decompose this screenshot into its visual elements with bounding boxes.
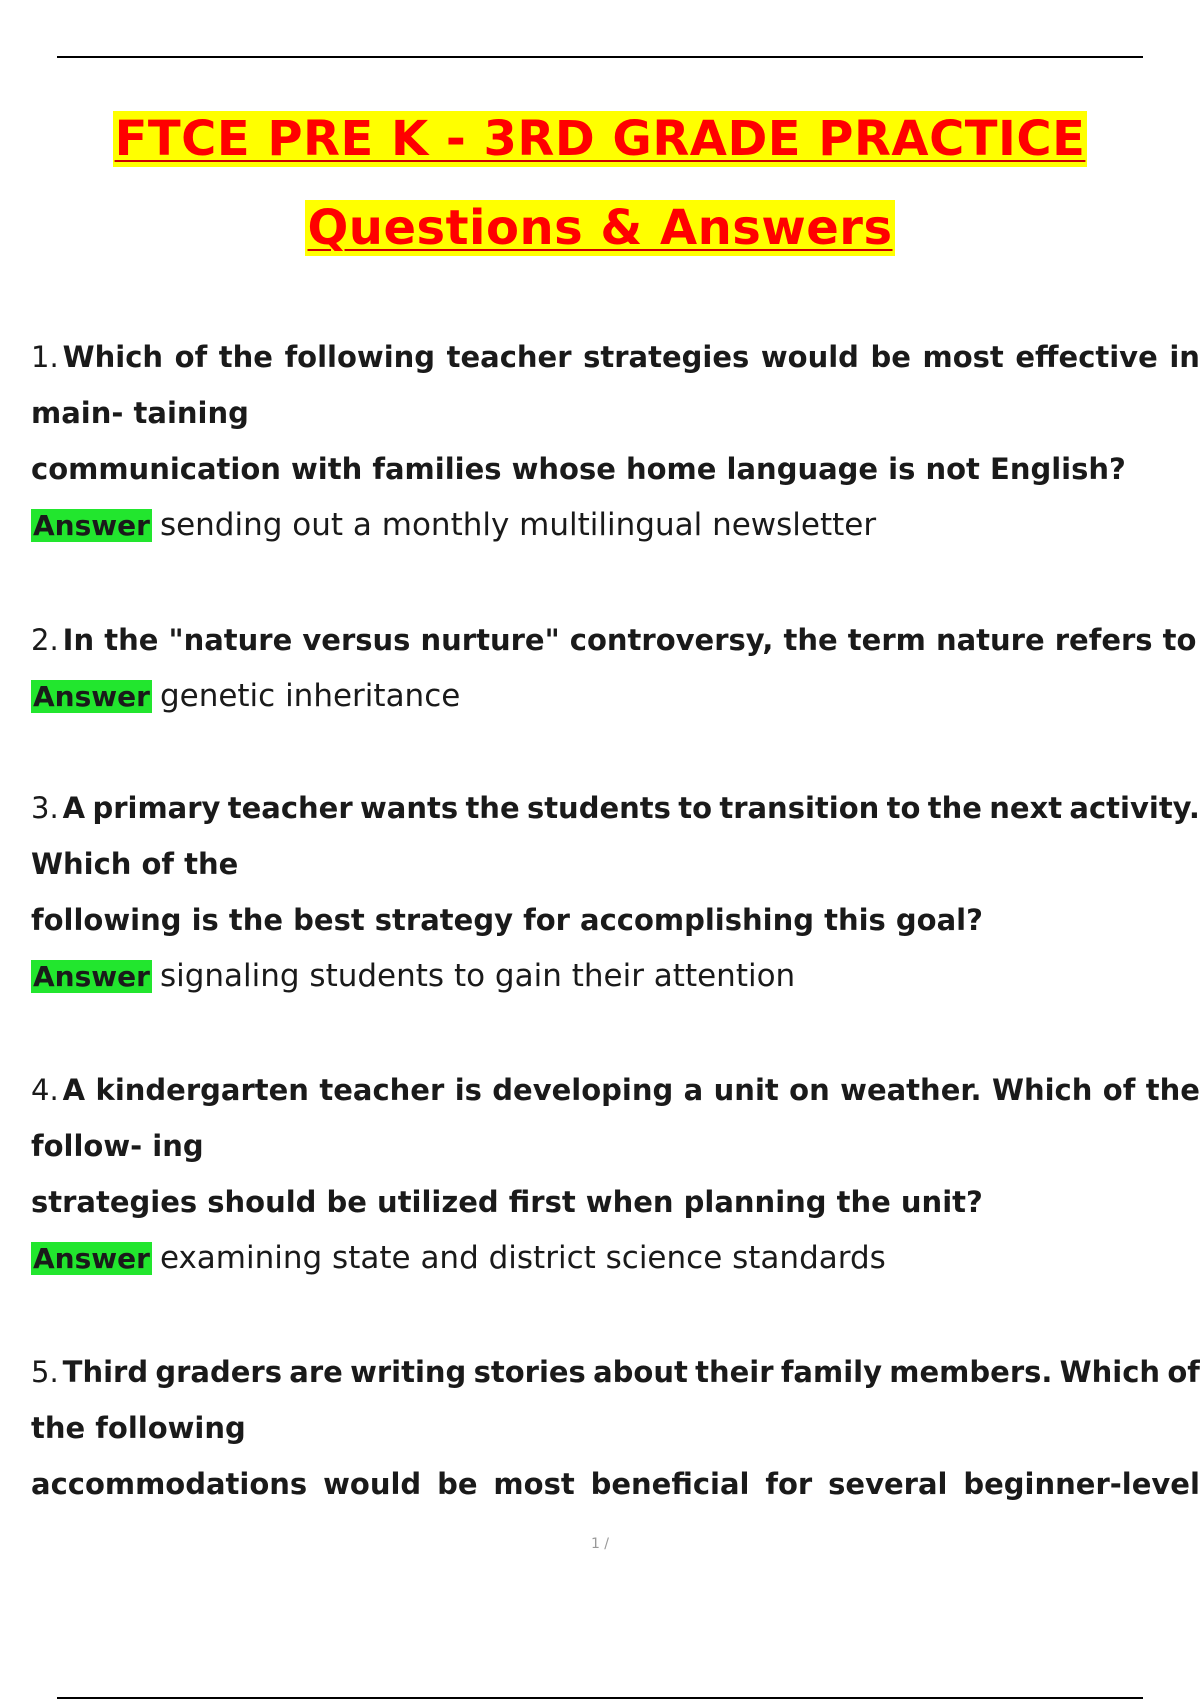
question-word: activity. xyxy=(1069,791,1200,825)
question-number: 5. xyxy=(31,1355,59,1389)
question-text: In the "nature versus nurture" controversy, the term nature refers to xyxy=(62,623,1197,657)
question-word: the xyxy=(465,791,520,825)
question-text-line xyxy=(31,892,1200,948)
title-highlight-1: FTCE PRE K - 3RD GRADE PRACTICE xyxy=(114,111,1086,167)
question-number: 3. xyxy=(31,791,59,825)
question-text: follow- ing xyxy=(31,1129,204,1163)
bottom-rule xyxy=(57,1697,1143,1699)
question-word: to xyxy=(886,791,921,825)
question-text: communication with families whose home language is not English? xyxy=(31,452,1126,486)
question-word: weather. xyxy=(840,1073,982,1107)
question-word: strategies xyxy=(583,340,750,374)
question-word: teacher xyxy=(227,791,353,825)
question-word: would xyxy=(760,340,859,374)
question-word: most xyxy=(922,340,1004,374)
question-word: of xyxy=(174,340,208,374)
question-word: writing xyxy=(350,1355,467,1389)
question-text-line xyxy=(31,385,1200,441)
question-word: beneficial xyxy=(590,1467,750,1501)
question-word: is xyxy=(454,1073,482,1107)
question-number: 2. xyxy=(31,623,59,657)
answer-text: sending out a monthly multilingual newsletter xyxy=(159,507,877,543)
question-block-1 xyxy=(31,329,1200,554)
question-word: the xyxy=(927,791,982,825)
question-word: their xyxy=(695,1355,774,1389)
question-text-line xyxy=(31,329,1200,385)
question-text-line xyxy=(31,1118,1200,1174)
question-block-5 xyxy=(31,1344,1200,1512)
answer-line xyxy=(31,497,1200,554)
answer-label: Answer xyxy=(33,680,150,713)
document-title-line-1 xyxy=(0,110,1200,168)
question-block-3 xyxy=(31,780,1200,1005)
question-word: developing xyxy=(492,1073,674,1107)
question-text-line xyxy=(31,1344,1200,1400)
top-rule xyxy=(57,56,1143,58)
question-text: the following xyxy=(31,1411,246,1445)
question-word: several xyxy=(828,1467,948,1501)
question-text-line xyxy=(31,1456,1200,1512)
question-text: following is the best strategy for accomplishing this goal? xyxy=(31,903,983,937)
question-number: 1. xyxy=(31,340,59,374)
answer-line xyxy=(31,668,1200,725)
question-word: the xyxy=(218,340,273,374)
answer-text: genetic inheritance xyxy=(159,678,461,714)
question-text: main- taining xyxy=(31,396,249,430)
answer-label: Answer xyxy=(33,1242,150,1275)
question-word: effective xyxy=(1015,340,1158,374)
question-word: transition xyxy=(719,791,880,825)
question-word: on xyxy=(789,1073,830,1107)
question-word: to xyxy=(678,791,713,825)
question-text-line xyxy=(31,1174,1200,1230)
question-number: 4. xyxy=(31,1073,59,1107)
question-text-line xyxy=(31,836,1200,892)
question-word: Which xyxy=(1059,1355,1161,1389)
answer-label: Answer xyxy=(33,960,150,993)
title-highlight-2: Questions & Answers xyxy=(307,200,893,256)
question-word: most xyxy=(493,1467,575,1501)
document-title-line-2 xyxy=(0,199,1200,257)
question-word: accommodations xyxy=(31,1467,308,1501)
question-word: would xyxy=(323,1467,422,1501)
answer-text: signaling students to gain their attention xyxy=(159,958,796,994)
question-word: stories xyxy=(473,1355,586,1389)
question-word: be xyxy=(870,340,911,374)
question-word: beginner-level xyxy=(963,1467,1200,1501)
question-block-4 xyxy=(31,1062,1200,1287)
question-word: members. xyxy=(889,1355,1053,1389)
question-word: for xyxy=(765,1467,813,1501)
question-word: Which xyxy=(991,1073,1093,1107)
question-word: kindergarten xyxy=(95,1073,309,1107)
question-word: graders xyxy=(155,1355,282,1389)
question-text-line xyxy=(31,780,1200,836)
question-text-line xyxy=(31,1400,1200,1456)
question-word: a xyxy=(683,1073,704,1107)
question-word: students xyxy=(526,791,671,825)
answer-text: examining state and district science standards xyxy=(159,1240,886,1276)
answer-label: Answer xyxy=(33,509,150,542)
question-word: about xyxy=(593,1355,688,1389)
question-word: be xyxy=(437,1467,478,1501)
question-word: 4. A xyxy=(31,1073,86,1107)
question-word: 3. A xyxy=(31,791,86,825)
question-word: of xyxy=(1167,1355,1200,1389)
question-word: next xyxy=(989,791,1063,825)
question-word: of xyxy=(1102,1073,1136,1107)
question-text: Which of the xyxy=(31,847,239,881)
question-word: 5. Third xyxy=(31,1355,149,1389)
question-word: unit xyxy=(713,1073,779,1107)
question-word: the xyxy=(1145,1073,1200,1107)
answer-line xyxy=(31,1230,1200,1287)
question-word: primary xyxy=(92,791,221,825)
question-word: are xyxy=(289,1355,343,1389)
question-word: family xyxy=(780,1355,883,1389)
answer-line xyxy=(31,948,1200,1005)
question-word: in xyxy=(1169,340,1200,374)
question-word: following xyxy=(284,340,436,374)
question-text-line xyxy=(31,1062,1200,1118)
question-word: teacher xyxy=(446,340,572,374)
question-text-line xyxy=(31,441,1200,497)
question-text-line xyxy=(31,612,1200,668)
question-word: teacher xyxy=(319,1073,445,1107)
question-word: 1. Which xyxy=(31,340,164,374)
page-number: 1 / xyxy=(590,1536,610,1552)
question-text: strategies should be utilized first when planning the unit? xyxy=(31,1185,983,1219)
question-word: wants xyxy=(359,791,459,825)
question-block-2 xyxy=(31,612,1200,725)
